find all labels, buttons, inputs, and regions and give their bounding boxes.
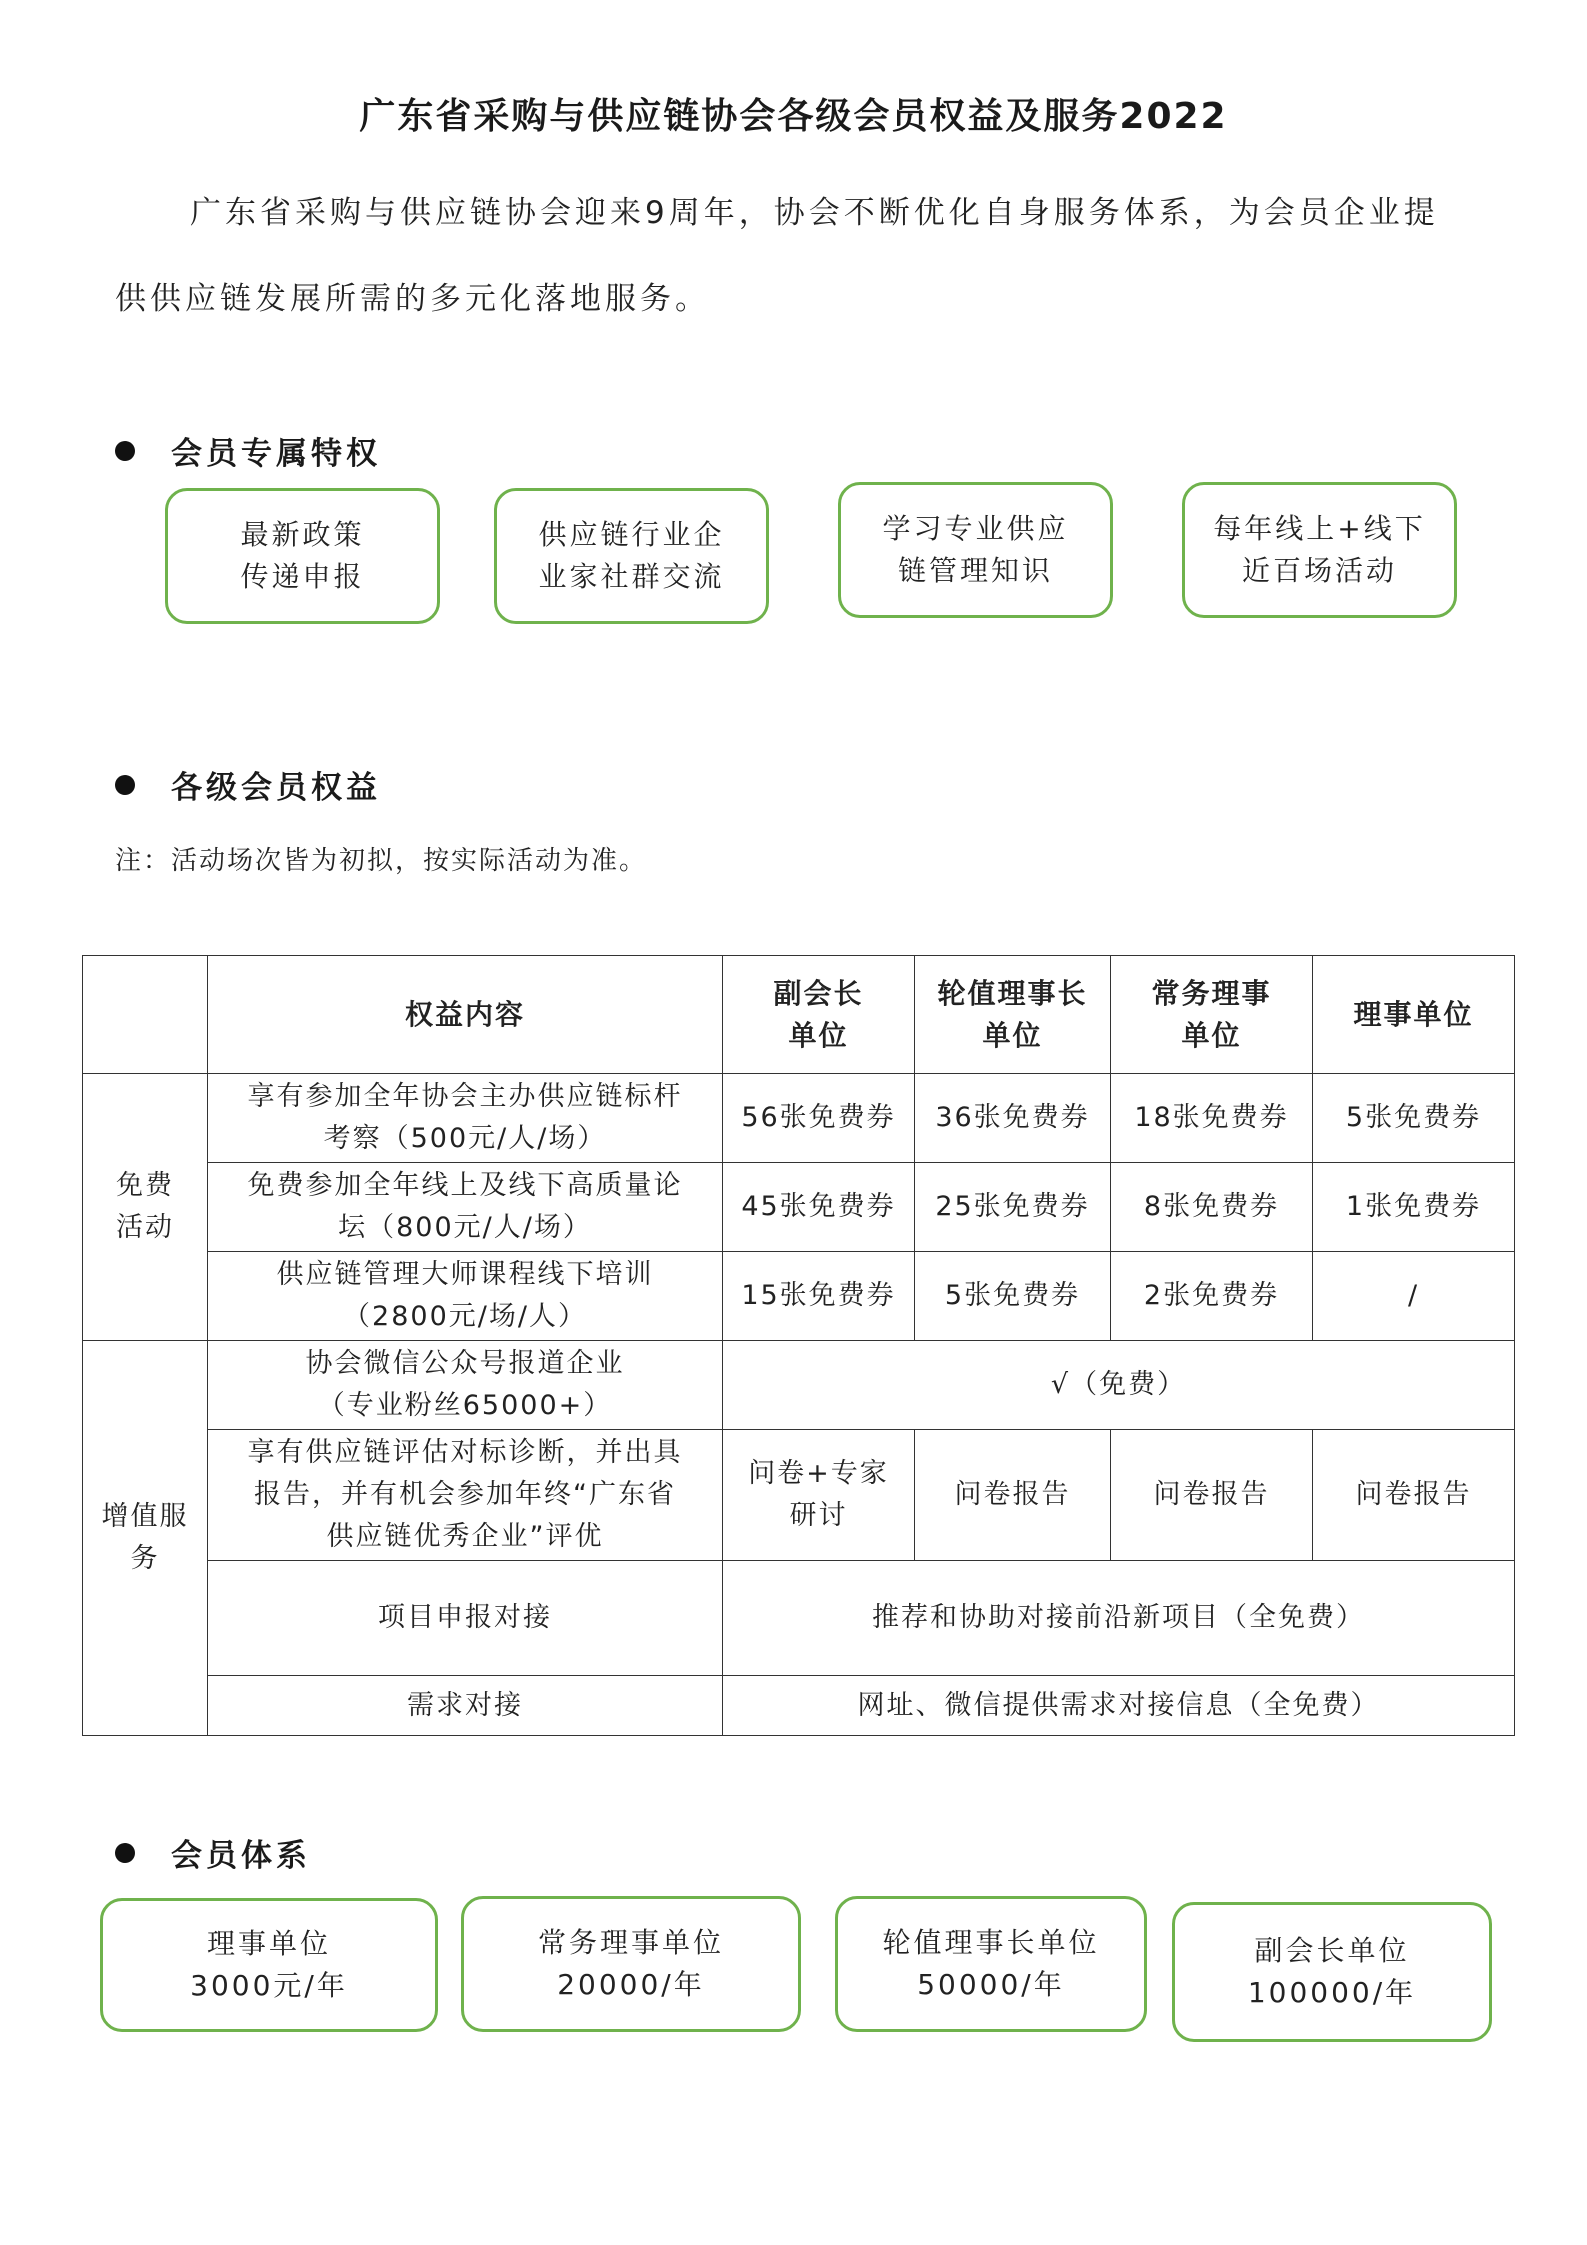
- privilege-card-community: [494, 488, 769, 624]
- header-line: 轮值理事长: [937, 976, 1088, 1010]
- header-executive-director: [1111, 956, 1313, 1074]
- cell-value: /: [1313, 1252, 1515, 1341]
- group-value-added-services: [83, 1341, 208, 1736]
- table-row: [83, 1163, 1515, 1252]
- privilege-card-line: 传递申报: [240, 560, 365, 593]
- header-rotating-chair: [915, 956, 1111, 1074]
- cell-value: 问卷报告: [915, 1430, 1111, 1561]
- header-content: 权益内容: [208, 956, 723, 1074]
- header-blank-cell: [83, 956, 208, 1074]
- content-line: 考察（500元/人/场）: [323, 1123, 607, 1154]
- table-row: [83, 1561, 1515, 1676]
- privilege-card-line: 近百场活动: [1241, 554, 1397, 587]
- privilege-card-line: 链管理知识: [897, 554, 1053, 587]
- cell-value: 5张免费券: [1313, 1074, 1515, 1163]
- section-heading-membership-text: 会员体系: [171, 1838, 311, 1874]
- row-content: [208, 1430, 723, 1561]
- row-content: [208, 1074, 723, 1163]
- row-content: [208, 1341, 723, 1430]
- page-title: 广东省采购与供应链协会各级会员权益及服务2022: [359, 96, 1228, 137]
- cell-value: 15张免费券: [723, 1252, 915, 1341]
- intro-line-2: 供供应链发展所需的多元化落地服务。: [115, 281, 710, 317]
- row-content: 项目申报对接: [208, 1561, 723, 1676]
- content-line: （专业粉丝65000+）: [317, 1390, 613, 1421]
- membership-card-line: 轮值理事长单位: [882, 1926, 1100, 1959]
- cell-value: 18张免费券: [1111, 1074, 1313, 1163]
- cell-value: 问卷报告: [1313, 1430, 1515, 1561]
- table-row: [83, 1676, 1515, 1736]
- table-row: [83, 1341, 1515, 1430]
- benefits-note: 注：活动场次皆为初拟，按实际活动为准。: [115, 846, 648, 876]
- row-content: 需求对接: [208, 1676, 723, 1736]
- group-line: 务: [130, 1543, 160, 1574]
- merged-value-cell: 网址、微信提供需求对接信息（全免费）: [723, 1676, 1515, 1736]
- header-vice-president: [723, 956, 915, 1074]
- membership-card-director: [100, 1898, 438, 2032]
- header-line: 单位: [982, 1018, 1043, 1052]
- header-line: 单位: [1181, 1018, 1242, 1052]
- section-heading-membership: [115, 1830, 311, 1875]
- privilege-card-line: 每年线上+线下: [1213, 512, 1426, 545]
- table-row: [83, 1074, 1515, 1163]
- cell-value: 45张免费券: [723, 1163, 915, 1252]
- section-heading-privileges: [115, 428, 381, 473]
- table-header-row: [83, 956, 1515, 1074]
- value-line: 研讨: [789, 1500, 848, 1531]
- section-heading-benefits-text: 各级会员权益: [171, 770, 381, 806]
- intro-line-1: 广东省采购与供应链协会迎来9周年，协会不断优化自身服务体系，为会员企业提: [190, 195, 1439, 231]
- content-line: 供应链管理大师课程线下培训: [276, 1259, 654, 1290]
- content-line: 协会微信公众号报道企业: [305, 1348, 625, 1379]
- privilege-card-policy: [165, 488, 440, 624]
- membership-card-line: 50000/年: [917, 1968, 1065, 2001]
- cell-value: 5张免费券: [915, 1252, 1111, 1341]
- group-free-activities: [83, 1074, 208, 1341]
- benefits-table: [82, 955, 1515, 1736]
- privilege-card-line: 业家社群交流: [538, 560, 725, 593]
- membership-card-line: 理事单位: [206, 1927, 331, 1960]
- header-director: 理事单位: [1313, 956, 1515, 1074]
- table-row: [83, 1430, 1515, 1561]
- section-heading-benefits: [115, 762, 381, 807]
- content-line: （2800元/场/人）: [343, 1301, 587, 1332]
- privilege-card-line: 供应链行业企: [538, 518, 725, 551]
- section-heading-privileges-text: 会员专属特权: [171, 436, 381, 472]
- membership-card-line: 100000/年: [1247, 1976, 1417, 2009]
- row-content: [208, 1163, 723, 1252]
- membership-card-rotating-chair: [835, 1896, 1147, 2032]
- header-line: 单位: [788, 1018, 849, 1052]
- membership-card-line: 20000/年: [557, 1968, 705, 2001]
- cell-value: 1张免费券: [1313, 1163, 1515, 1252]
- privilege-card-line: 最新政策: [240, 518, 365, 551]
- content-line: 供应链优秀企业”评优: [326, 1521, 604, 1552]
- header-line: 常务理事: [1151, 976, 1272, 1010]
- group-line: 增值服: [101, 1501, 189, 1532]
- membership-card-line: 3000元/年: [190, 1969, 348, 2002]
- membership-card-vice-president: [1172, 1902, 1492, 2042]
- membership-card-line: 副会长单位: [1254, 1934, 1410, 1967]
- cell-value: 56张免费券: [723, 1074, 915, 1163]
- cell-value: 8张免费券: [1111, 1163, 1313, 1252]
- intro-paragraph: [115, 170, 1515, 342]
- content-line: 免费参加全年线上及线下高质量论: [247, 1170, 683, 1201]
- membership-card-executive-director: [461, 1896, 801, 2032]
- cell-value: [723, 1430, 915, 1561]
- content-line: 享有参加全年协会主办供应链标杆: [247, 1081, 683, 1112]
- merged-value-cell: 推荐和协助对接前沿新项目（全免费）: [723, 1561, 1515, 1676]
- bullet-icon: [115, 1843, 135, 1863]
- group-line: 活动: [116, 1212, 174, 1243]
- bullet-icon: [115, 775, 135, 795]
- cell-value: 2张免费券: [1111, 1252, 1313, 1341]
- privilege-card-line: 学习专业供应: [882, 512, 1069, 545]
- cell-value: 36张免费券: [915, 1074, 1111, 1163]
- membership-card-line: 常务理事单位: [537, 1926, 724, 1959]
- merged-value-cell: √（免费）: [723, 1341, 1515, 1430]
- cell-value: 问卷报告: [1111, 1430, 1313, 1561]
- content-line: 坛（800元/人/场）: [338, 1212, 592, 1243]
- bullet-icon: [115, 441, 135, 461]
- privilege-card-learning: [838, 482, 1113, 618]
- privilege-card-activities: [1182, 482, 1457, 618]
- group-line: 免费: [116, 1170, 174, 1201]
- cell-value: 25张免费券: [915, 1163, 1111, 1252]
- header-line: 副会长: [773, 976, 864, 1010]
- value-line: 问卷+专家: [748, 1458, 889, 1489]
- row-content: [208, 1252, 723, 1341]
- content-line: 享有供应链评估对标诊断，并出具: [247, 1437, 683, 1468]
- content-line: 报告，并有机会参加年终“广东省: [254, 1479, 676, 1510]
- table-row: [83, 1252, 1515, 1341]
